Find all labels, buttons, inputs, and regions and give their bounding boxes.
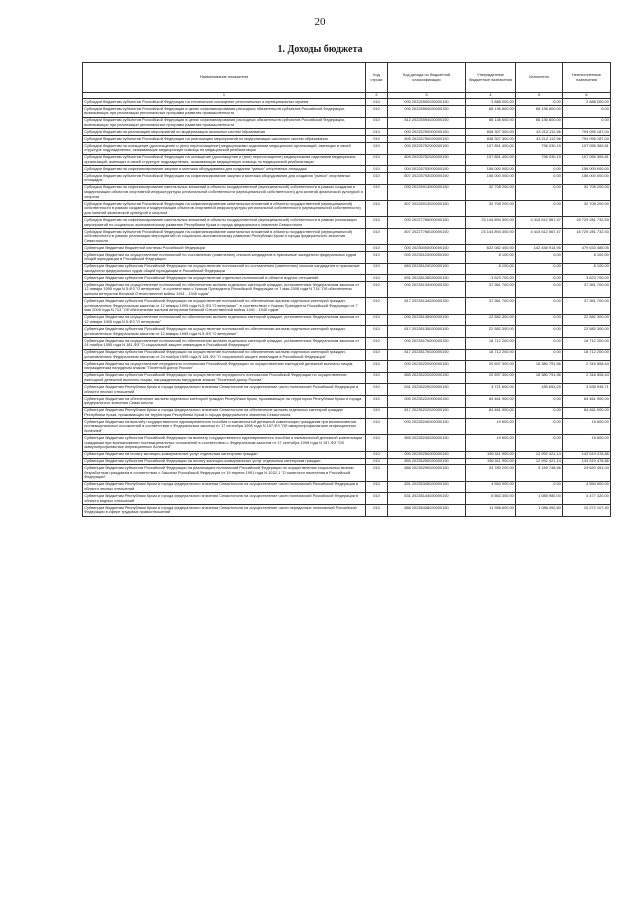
row-remaining: 32 708 200,00 [563, 201, 611, 217]
row-approved: 22 582 300,00 [466, 326, 516, 338]
row-line-code: 010 [366, 154, 388, 166]
row-remaining: 18 729 281 732,53 [563, 217, 611, 229]
row-approved: 33 780 200,00 [466, 465, 516, 481]
row-approved: 19 600,00 [466, 435, 516, 451]
row-budget-code: 807 20227766020000150 [388, 228, 466, 244]
row-name: Субвенции бюджетам на осуществление полномочий по составлению (изменению) списков кандидатов в присяжные заседатели федеральных судов общей юрисдикции в Российской Федерации [83, 252, 366, 264]
row-remaining: 156 000 000,00 [563, 173, 611, 185]
row-budget-code: 807 20225753020000150 [388, 173, 466, 185]
row-line-code: 010 [366, 245, 388, 252]
row-line-code: 010 [366, 201, 388, 217]
row-line-code: 010 [366, 252, 388, 264]
row-remaining: 2 316 508,44 [563, 372, 611, 384]
row-name: Субсидии бюджетам субъектов Российской Федерации в целях софинансирования расходных обязательств субъектов Российской Федерации, возникающих при реализации региональных программ развития промышленности [83, 117, 366, 129]
row-budget-code: 855 20235250020000150 [388, 458, 466, 465]
row-budget-code: 855 20235240020000150 [388, 435, 466, 451]
row-remaining: 156 000 000,00 [563, 166, 611, 173]
row-name: Субвенции бюджетам на осуществление полномочий по обеспечению жильем отдельных категорий граждан, установленных Федеральным законом от 24 ноября 1995 года N 181-ФЗ "О социальной защите инвалидов в Российской Федерации" [83, 337, 366, 349]
row-approved: 68 136 600,00 [466, 117, 516, 129]
row-line-code: 010 [366, 217, 388, 229]
row-line-code: 010 [366, 184, 388, 200]
column-number: 5 [516, 93, 563, 99]
table-row [83, 349, 611, 361]
table-row [83, 201, 611, 217]
row-name: Субвенции бюджетам Республики Крым и города федерального значения Севастополя на осуществление части полномочий Российской Федерации в области лесных отношений [83, 384, 366, 396]
table-row [83, 458, 611, 465]
row-name: Субвенции бюджетам на оплату жилищно-коммунальных услуг отдельным категориям граждан [83, 451, 366, 458]
column-header-name: Наименование показателя [83, 63, 366, 93]
row-name: Субсидии бюджетам на софинансирование капитальных вложений в объекты государственной (муниципальной) собственности в рамках создания и модернизации объектов спортивной инфраструктуры региональной собственности (муниципальной собственности) для занятий физической культурой и спортом [83, 184, 366, 200]
row-name: Субвенции бюджетам субъектов Российской Федерации на оплату жилищно-коммунальных услуг отдельным категориям граждан [83, 458, 366, 465]
column-header-remaining: Неисполненные назначения [563, 63, 611, 93]
row-name: Субвенции бюджетам на осуществление полномочий по обеспечению жильем отдельных категорий граждан, установленных Федеральным законом от 12 января 1995 года N 5-ФЗ "О ветеранах", в соответствии с Указом Президента Российской Федерации от 7 мая 2008 года N 714 "Об обеспечении жильем ветеранов Великой Отечественной войны 1941 - 1945 годов" [83, 282, 366, 298]
row-executed: 0,00 [516, 314, 563, 326]
row-executed: 0,00 [516, 166, 563, 173]
row-remaining: 143 519 478,86 [563, 451, 611, 458]
row-line-code: 010 [366, 481, 388, 493]
row-approved: 18 712 200,00 [466, 349, 516, 361]
row-approved: 20 697 300,00 [466, 372, 516, 384]
row-approved: 18 712 200,00 [466, 337, 516, 349]
table-row [83, 166, 611, 173]
row-line-code: 010 [366, 349, 388, 361]
row-remaining: 32 708 200,00 [563, 184, 611, 200]
row-executed: 0,00 [516, 326, 563, 338]
table-row [83, 481, 611, 493]
row-name: Субвенции бюджетам субъектов Российской Федерации на осуществление полномочий по обеспечению жильем отдельных категорий граждан, установленных Федеральным законом от 24 ноября 1995 года N 181-ФЗ "О социальной защите инвалидов в Российской Федерации" [83, 349, 366, 361]
table-row [83, 395, 611, 407]
row-executed: 12 992 421,14 [516, 458, 563, 465]
row-line-code: 010 [366, 275, 388, 282]
row-line-code: 010 [366, 106, 388, 118]
row-approved: 156 511 900,00 [466, 458, 516, 465]
row-executed: 0,00 [516, 298, 563, 314]
row-name: Субвенции бюджетам на обеспечение жильем отдельных категорий граждан Республики Крым, проживающих на территории Республики Крым и города федерального значения Севастополя [83, 395, 366, 407]
row-remaining: 794 095 187,04 [563, 136, 611, 143]
row-remaining: 37 361 700,00 [563, 282, 611, 298]
row-executed: 0,00 [516, 407, 563, 419]
table-row [83, 493, 611, 505]
column-header-budget-code: Код дохода по бюджетной классификации [388, 63, 466, 93]
row-line-code: 010 [366, 337, 388, 349]
row-budget-code: 855 20235220020000150 [388, 372, 466, 384]
row-line-code: 010 [366, 282, 388, 298]
row-executed: 18 380 791,56 [516, 361, 563, 373]
table-row [83, 435, 611, 451]
row-name: Субвенции бюджетам Республики Крым и города федерального значения Севастополя на осуществление части переданных полномочий Российской Федерации в сфере трудовых правоотношений [83, 504, 366, 516]
row-budget-code: 866 20235290020000150 [388, 465, 466, 481]
row-approved: 156 000 000,00 [466, 173, 516, 185]
row-budget-code: 809 20225752020000150 [388, 154, 466, 166]
row-executed: 0,00 [516, 99, 563, 106]
row-remaining: 3 535 946,71 [563, 384, 611, 396]
row-remaining: 2 888 000,00 [563, 99, 611, 106]
table-row [83, 117, 611, 129]
row-approved: 156 511 900,00 [466, 451, 516, 458]
row-executed: 1 085 980,00 [516, 493, 563, 505]
row-budget-code: 817 20235222020000150 [388, 407, 466, 419]
row-approved: 32 708 200,00 [466, 201, 516, 217]
row-line-code: 010 [366, 435, 388, 451]
table-row [83, 407, 611, 419]
row-executed: 142 448 914,95 [516, 245, 563, 252]
row-name: Субвенции бюджетам субъектов Российской Федерации на осуществление полномочий по составлению (изменению) списков кандидатов в присяжные заседатели федеральных судов общей юрисдикции в Российской Федерации [83, 263, 366, 275]
row-executed: 0,00 [516, 435, 563, 451]
row-remaining: 18 729 281 732,53 [563, 228, 611, 244]
row-budget-code: 000 20235250000000150 [388, 451, 466, 458]
row-approved: 5 563 300,00 [466, 493, 516, 505]
row-executed: 0,00 [516, 395, 563, 407]
row-budget-code: 831 20235229020000150 [388, 384, 466, 396]
row-approved: 37 361 700,00 [466, 298, 516, 314]
row-approved: 107 851 400,00 [466, 154, 516, 166]
row-budget-code: 000 20235220000000150 [388, 361, 466, 373]
row-approved: 22 582 300,00 [466, 314, 516, 326]
row-approved: 19 600,00 [466, 419, 516, 435]
row-name: Субвенции бюджетам субъектов Российской Федерации на осуществление переданного полномочия Российской Федерации по осуществлению ежегодной денежной выплаты лицам, награжденным нагрудным знаком "Почетный донор России" [83, 372, 366, 384]
row-line-code: 010 [366, 361, 388, 373]
row-remaining: 0,00 [563, 117, 611, 129]
row-approved: 68 136 600,00 [466, 106, 516, 118]
row-approved: 37 361 700,00 [466, 282, 516, 298]
row-executed: 0,00 [516, 275, 563, 282]
row-remaining: 18 712 200,00 [563, 349, 611, 361]
table-row [83, 99, 611, 106]
row-name: Субсидии бюджетам субъектов Российской Федерации на софинансирование закупки и монтажа оборудования для создания "умных" спортивных площадок [83, 173, 366, 185]
table-row [83, 154, 611, 166]
table-row [83, 282, 611, 298]
row-budget-code: 831 20235345020000150 [388, 481, 466, 493]
row-executed: 0,00 [516, 173, 563, 185]
row-remaining: 84 461 900,00 [563, 407, 611, 419]
row-approved: 32 708 200,00 [466, 184, 516, 200]
column-header-line-code: Код строки [366, 63, 388, 93]
row-budget-code: 000 20235134000000150 [388, 282, 466, 298]
row-executed: 0,00 [516, 481, 563, 493]
row-executed: 43 212 112,96 [516, 136, 563, 143]
row-executed: 12 992 421,14 [516, 451, 563, 458]
table-row [83, 129, 611, 136]
row-approved: 8 100,00 [466, 252, 516, 264]
table-row [83, 217, 611, 229]
row-executed: 9 159 748,96 [516, 465, 563, 481]
row-approved: 156 000 000,00 [466, 166, 516, 173]
row-remaining: 2 316 508,44 [563, 361, 611, 373]
table-row [83, 419, 611, 435]
row-executed: 0,00 [516, 263, 563, 275]
row-line-code: 010 [366, 419, 388, 435]
row-name: Субсидии бюджетам на софинансирование капитальных вложений в объекты государственной (муниципальной) собственности в рамках реализации мероприятий по социально-экономическому развитию Республики Крым и города федерального значения Севастополя [83, 217, 366, 229]
row-executed: 68 136 600,00 [516, 117, 563, 129]
row-name: Субсидии бюджетам субъектов Российской Федерации на софинансирование капитальных вложений в объекты государственной (муниципальной) собственности в рамках создания и модернизации объектов спортивной инфраструктуры региональной собственности (муниципальной собственности) для занятий физической культурой и спортом [83, 201, 366, 217]
row-remaining: 24 620 451,04 [563, 465, 611, 481]
row-executed: 0,00 [516, 252, 563, 264]
row-approved: 622 082 400,00 [466, 245, 516, 252]
row-name: Субвенции бюджетам субъектов Российской Федерации на реализацию полномочий Российской Федерации по осуществлению социальных выплат безработным гражданам в соответствии с Законом Российской Федерации от 19 апреля 1991 года N 1032-1 "О занятости населения в Российской Федерации" [83, 465, 366, 481]
row-budget-code: 812 20225594020000150 [388, 117, 466, 129]
row-budget-code: 000 20225752000000150 [388, 143, 466, 155]
row-name: Субвенции бюджетам Республики Крым и города федерального значения Севастополя на осуществление части полномочий Российской Федерации в области лесных отношений [83, 481, 366, 493]
row-name: Субсидии бюджетам субъектов Российской Федерации в целях софинансирования расходных обязательств субъектов Российской Федерации, возникающих при реализации региональных программ развития промышленности [83, 106, 366, 118]
row-budget-code: 000 20225750000000150 [388, 129, 466, 136]
row-executed: 0,00 [516, 419, 563, 435]
page-title: 1. Доходы бюджета [277, 44, 363, 55]
row-executed: 0,00 [516, 201, 563, 217]
row-name: Субвенции бюджетам Республики Крым и города федерального значения Севастополя на обеспечение жильем отдельных категорий граждан Республики Крым, проживающих на территории Республики Крым и города федерального значения Севастополя [83, 407, 366, 419]
column-number: 6 [563, 93, 611, 99]
row-name: Субвенции бюджетам субъектов Российской Федерации на осуществление полномочий по обеспечению жильем отдельных категорий граждан, установленных Федеральным законом от 12 января 1995 года N 5-ФЗ "О ветеранах", в соответствии с Указом Президента Российской Федерации от 7 мая 2008 года N 714 "Об обеспечении жильем ветеранов Великой Отечественной войны 1941 - 1945 годов" [83, 298, 366, 314]
row-executed: 43 212 112,96 [516, 129, 563, 136]
row-executed: 68 136 600,00 [516, 106, 563, 118]
row-budget-code: 000 20225013000000150 [388, 184, 466, 200]
row-budget-code: 817 20235176020000150 [388, 349, 466, 361]
column-number: 3 [388, 93, 466, 99]
table-row [83, 372, 611, 384]
table-row [83, 314, 611, 326]
table-row [83, 245, 611, 252]
row-budget-code: 866 20235438020000150 [388, 504, 466, 516]
column-header-approved: Утвержденные бюджетные назначения [466, 63, 516, 93]
row-budget-code: 000 20230000000000150 [388, 245, 466, 252]
row-name: Субсидии бюджетам субъектов Российской Федерации на реализацию мероприятий по модернизации школьных систем образования [83, 136, 366, 143]
row-executed: 0,00 [516, 349, 563, 361]
row-line-code: 010 [366, 314, 388, 326]
table-row [83, 263, 611, 275]
row-budget-code: 000 20225753000000150 [388, 166, 466, 173]
row-line-code: 010 [366, 451, 388, 458]
row-remaining: 8 100,00 [563, 263, 611, 275]
row-remaining: 479 633 485,05 [563, 245, 611, 252]
row-name: Субвенции бюджетам Республики Крым и города федерального значения Севастополя на осуществление части полномочий Российской Федерации в области водных отношений [83, 493, 366, 505]
row-budget-code: 000 20225594020000150 [388, 106, 466, 118]
row-budget-code: 000 20235176000000150 [388, 337, 466, 349]
row-name: Субсидии бюджетам субъектов Российской Федерации на софинансирование капитальных вложений в объекты государственной (муниципальной) собственности в рамках реализации мероприятий по социально-экономическому развитию Республики Крым и города федерального значения Севастополя [83, 228, 366, 244]
row-line-code: 010 [366, 228, 388, 244]
row-approved: 23 144 894 300,00 [466, 217, 516, 229]
row-executed: 4 415 612 567,47 [516, 217, 563, 229]
row-line-code: 010 [366, 298, 388, 314]
row-budget-code: 863 20235120020000150 [388, 263, 466, 275]
column-number: 1 [83, 93, 366, 99]
table-row [83, 228, 611, 244]
table-row [83, 384, 611, 396]
column-number: 2 [366, 93, 388, 99]
column-header-executed: Исполнено [516, 63, 563, 93]
table-row [83, 504, 611, 516]
row-line-code: 010 [366, 504, 388, 516]
table-row [83, 173, 611, 185]
row-name: Субвенции бюджетам на осуществление переданного полномочия Российской Федерации по осуществлению ежегодной денежной выплаты лицам, награжденным нагрудным знаком "Почетный донор России" [83, 361, 366, 373]
row-approved: 20 697 300,00 [466, 361, 516, 373]
table-row [83, 275, 611, 282]
table-row [83, 106, 611, 118]
row-line-code: 010 [366, 493, 388, 505]
row-line-code: 010 [366, 143, 388, 155]
income-table [82, 62, 611, 517]
row-approved: 23 144 894 300,00 [466, 228, 516, 244]
row-remaining: 18 712 200,00 [563, 337, 611, 349]
row-remaining: 4 477 320,00 [563, 493, 611, 505]
row-name: Субсидии бюджетам субъектов Российской Федерации на оснащение (дооснащение и (или) переоснащение) медицинскими изделиями медицинских организаций, имеющих в своей структуре подразделения, оказывающие медицинскую помощь по медицинской реабилитации [83, 154, 366, 166]
row-line-code: 010 [366, 117, 388, 129]
row-budget-code: 000 20235120000000150 [388, 252, 466, 264]
row-approved: 107 851 400,00 [466, 143, 516, 155]
row-line-code: 010 [366, 263, 388, 275]
row-remaining: 37 361 700,00 [563, 298, 611, 314]
table-row [83, 465, 611, 481]
row-line-code: 010 [366, 129, 388, 136]
row-executed: 796 030,19 [516, 154, 563, 166]
row-budget-code: 809 20225750020000150 [388, 136, 466, 143]
row-name: Субвенции бюджетам на осуществление полномочий по обеспечению жильем отдельных категорий граждан, установленных Федеральным законом от 12 января 1995 года N 5-ФЗ "О ветеранах" [83, 314, 366, 326]
row-name: Субвенции бюджетам субъектов Российской Федерации на осуществление полномочий по обеспечению жильем отдельных категорий граждан, установленных Федеральным законом от 12 января 1995 года N 5-ФЗ "О ветеранах" [83, 326, 366, 338]
page-number: 20 [314, 16, 326, 28]
row-budget-code: 000 20235135000000150 [388, 314, 466, 326]
row-remaining: 107 055 369,81 [563, 154, 611, 166]
row-name: Субвенции бюджетам на выплату государственного единовременного пособия и ежемесячной денежной компенсации гражданам при возникновении поствакцинальных осложнений в соответствии с Федеральным законом от 17 сентября 1998 года N 157-ФЗ "Об иммунопрофилактике инфекционных болезней" [83, 419, 366, 435]
row-name: Субсидии бюджетам на реализацию мероприятий по модернизации школьных систем образования [83, 129, 366, 136]
row-approved: 838 307 300,00 [466, 136, 516, 143]
row-budget-code: 000 20235240000000150 [388, 419, 466, 435]
row-executed: 0,00 [516, 184, 563, 200]
row-budget-code: 000 20235222000000150 [388, 395, 466, 407]
row-remaining: 10 272 107,40 [563, 504, 611, 516]
row-remaining: 22 582 300,00 [563, 326, 611, 338]
row-remaining: 794 095 187,04 [563, 129, 611, 136]
row-remaining: 19 600,00 [563, 419, 611, 435]
row-approved: 4 554 900,00 [466, 481, 516, 493]
row-approved: 838 307 300,00 [466, 129, 516, 136]
row-budget-code: 831 20235128020000150 [388, 275, 466, 282]
row-name: Субвенции бюджетам бюджетной системы Российской Федерации [83, 245, 366, 252]
row-approved: 2 888 000,00 [466, 99, 516, 106]
table-row [83, 184, 611, 200]
table-row [83, 326, 611, 338]
row-name: Субвенции бюджетам субъектов Российской Федерации на осуществление отдельных полномочий в области водных отношений [83, 275, 366, 282]
table-row [83, 451, 611, 458]
row-line-code: 010 [366, 407, 388, 419]
row-name: Субсидии бюджетам на оснащение (дооснащение и (или) переоснащение) медицинскими изделиями медицинских организаций, имеющих в своей структуре подразделения, оказывающие медицинскую помощь по медицинской реабилитации [83, 143, 366, 155]
row-executed: 4 415 612 567,47 [516, 228, 563, 244]
table-row [83, 337, 611, 349]
row-approved: 3 623 700,00 [466, 275, 516, 282]
row-executed: 18 380 791,56 [516, 372, 563, 384]
table-header-row [83, 63, 611, 93]
row-remaining: 3 623 700,00 [563, 275, 611, 282]
column-number: 4 [466, 93, 516, 99]
row-approved: 3 721 600,00 [466, 384, 516, 396]
row-executed: 0,00 [516, 337, 563, 349]
row-line-code: 010 [366, 99, 388, 106]
row-executed: 796 030,19 [516, 143, 563, 155]
table-row [83, 252, 611, 264]
row-budget-code: 000 20227766000000150 [388, 217, 466, 229]
row-executed: 185 653,29 [516, 384, 563, 396]
row-name: Субсидии бюджетам субъектов Российской Федерации на техническое оснащение региональных и муниципальных музеев [83, 99, 366, 106]
row-executed: 0,00 [516, 282, 563, 298]
row-name: Субсидии бюджетам на софинансирование закупки и монтажа оборудования для создания "умных" спортивных площадок [83, 166, 366, 173]
row-approved: 8 100,00 [466, 263, 516, 275]
table-row [83, 298, 611, 314]
row-remaining: 0,00 [563, 106, 611, 118]
row-approved: 84 461 900,00 [466, 407, 516, 419]
row-line-code: 010 [366, 458, 388, 465]
table-row [83, 361, 611, 373]
row-budget-code: 831 20235144020000150 [388, 493, 466, 505]
row-approved: 11 358 600,00 [466, 504, 516, 516]
row-approved: 84 461 900,00 [466, 395, 516, 407]
row-line-code: 010 [366, 465, 388, 481]
row-line-code: 010 [366, 173, 388, 185]
row-line-code: 010 [366, 136, 388, 143]
row-line-code: 010 [366, 326, 388, 338]
row-remaining: 22 582 300,00 [563, 314, 611, 326]
row-budget-code: 000 20225590020000150 [388, 99, 466, 106]
table-row [83, 143, 611, 155]
row-budget-code: 807 20225013020000150 [388, 201, 466, 217]
row-budget-code: 817 20235135020000150 [388, 326, 466, 338]
row-line-code: 010 [366, 384, 388, 396]
row-budget-code: 817 20235134020000150 [388, 298, 466, 314]
row-line-code: 010 [366, 395, 388, 407]
row-remaining: 8 100,00 [563, 252, 611, 264]
row-remaining: 4 554 900,00 [563, 481, 611, 493]
row-line-code: 010 [366, 372, 388, 384]
table-row [83, 136, 611, 143]
row-name: Субвенции бюджетам субъектов Российской Федерации на выплату государственного единовременного пособия и ежемесячной денежной компенсации гражданам при возникновении поствакцинальных осложнений в соответствии с Федеральным законом от 17 сентября 1998 года N 157-ФЗ "Об иммунопрофилактике инфекционных болезней" [83, 435, 366, 451]
row-remaining: 107 055 369,81 [563, 143, 611, 155]
row-remaining: 19 600,00 [563, 435, 611, 451]
row-remaining: 84 461 900,00 [563, 395, 611, 407]
row-line-code: 010 [366, 166, 388, 173]
row-executed: 1 086 492,60 [516, 504, 563, 516]
row-remaining: 143 519 478,86 [563, 458, 611, 465]
